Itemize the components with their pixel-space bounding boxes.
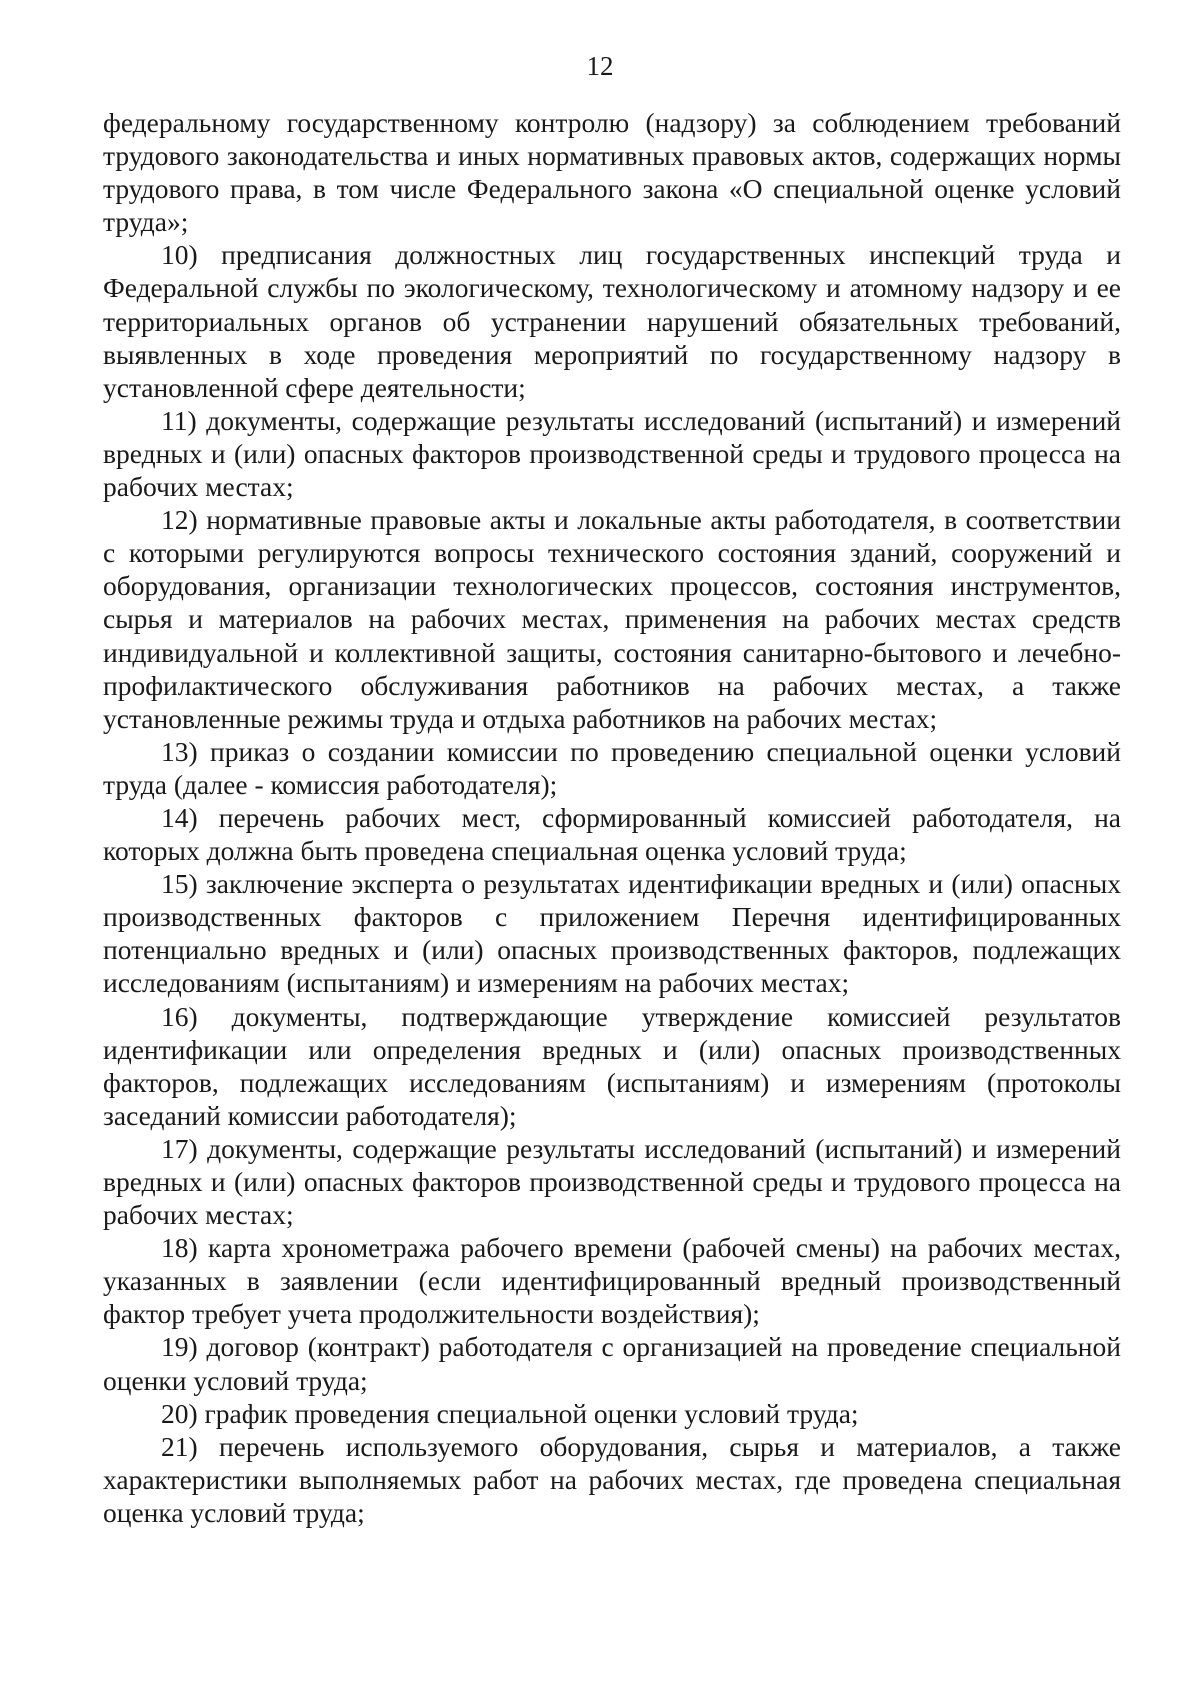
page-number: 12 [586,51,614,81]
list-item-15: 15) заключение эксперта о результатах идентификации вредных и (или) опасных производственных факторов с приложением Перечня идентифицированных потенциально вредных и (или) опасных производственных факторов, подлежащих исследованиям (испытаниям) и измерениям на рабочих местах; [103,868,1121,999]
list-item-18: 18) карта хронометража рабочего времени (рабочей смены) на рабочих местах, указанных в заявлении (если идентифицированный вредный производственный фактор требует учета продолжительности воздействия); [103,1232,1121,1330]
list-item-14: 14) перечень рабочих мест, сформированный комиссией работодателя, на которых должна быть проведена специальная оценка условий труда; [103,801,1121,867]
list-item-10: 10) предписания должностных лиц государственных инспекций труда и Федеральной службы по экологическому, технологическому и атомному надзору и ее территориальных органов об устранении нарушений обязательных требований, выявленных в ходе проведения мероприятий по государственному надзору в установленной сфере деятельности; [103,239,1121,403]
list-item-12: 12) нормативные правовые акты и локальные акты работодателя, в соответствии с которыми регулируются вопросы технического состояния зданий, сооружений и оборудования, организации технологических процессов, состояния инструментов, сырья и материалов на рабочих местах, применения на рабочих местах средств индивидуальной и коллективной защиты, состояния санитарно-бытового и лечебно-профилактического обслуживания работников на рабочих местах, а также установленные режимы труда и отдыха работников на рабочих местах; [103,504,1121,734]
document-body [103,106,1121,1529]
list-item-20: 20) график проведения специальной оценки условий труда; [161,1397,859,1429]
list-item-21: 21) перечень используемого оборудования, сырья и материалов, а также характеристики выполняемых работ на рабочих местах, где проведена специальная оценка условий труда; [103,1430,1121,1528]
list-item-17: 17) документы, содержащие результаты исследований (испытаний) и измерений вредных и (или) опасных факторов производственной среды и трудового процесса на рабочих местах; [103,1132,1121,1231]
list-item-16: 16) документы, подтверждающие утверждение комиссией результатов идентификации или определения вредных и (или) опасных производственных факторов, подлежащих исследованиям (испытаниям) и измерениям (протоколы заседаний комиссии работодателя); [103,1000,1121,1131]
list-item-19: 19) договор (контракт) работодателя с организацией на проведение специальной оценки условий труда; [103,1331,1121,1396]
paragraph-continuation: федеральному государственному контролю (надзору) за соблюдением требований трудового законодательства и иных нормативных правовых актов, содержащих нормы трудового права, в том числе Федерального закона «О специальной оценке условий труда»; [103,107,1121,238]
list-item-13: 13) приказ о создании комиссии по проведению специальной оценки условий труда (далее - комиссия работодателя); [103,735,1121,800]
list-item-11: 11) документы, содержащие результаты исследований (испытаний) и измерений вредных и (или) опасных факторов производственной среды и трудового процесса на рабочих местах; [103,404,1121,503]
